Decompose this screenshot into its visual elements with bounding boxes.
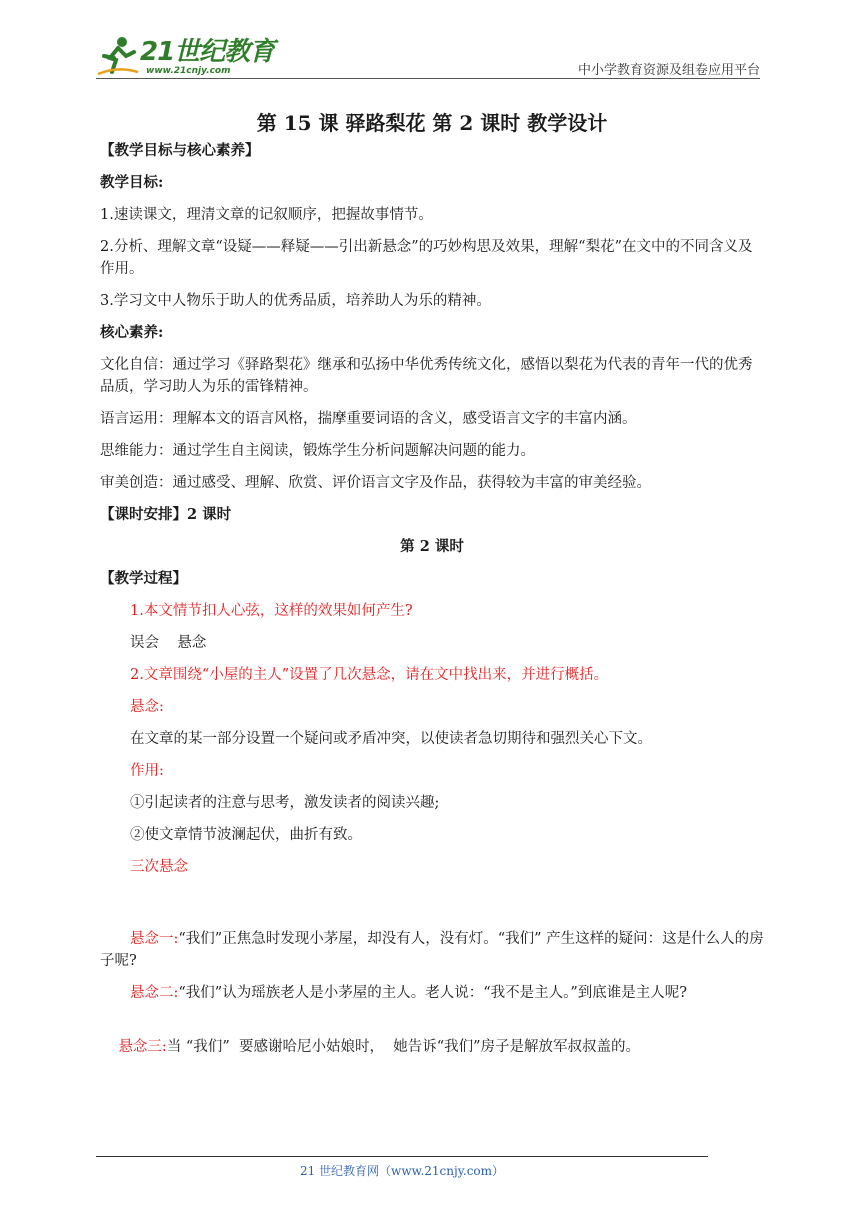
goal-item: 3.学习文中人物乐于助人的优秀品质，培养助人为乐的精神。 (100, 293, 491, 309)
footer-divider (96, 1156, 708, 1157)
site-logo (96, 36, 275, 78)
header-divider (96, 78, 760, 79)
platform-name: 中小学教育资源及组卷应用平台 (577, 63, 760, 78)
core-item: 审美创造：通过感受、理解、欣赏、评价语言文字及作品，获得较为丰富的审美经验。 (100, 475, 651, 491)
page-footer: 21 世纪教育网（www.21cnjy.com） (299, 1164, 505, 1178)
three-suspense-label: 三次悬念 (130, 859, 188, 875)
effect-item: ①引起读者的注意与思考，激发读者的阅读兴趣; (130, 795, 440, 811)
core-item: 文化自信：通过学习《驿路梨花》继承和弘扬中华优秀传统文化，感悟以梨花为代表的青年一代的优秀品质，学习助人为乐的雷锋精神。 (100, 357, 753, 395)
suspense-definition: 在文章的某一部分设置一个疑问或矛盾冲突，以使读者急切期待和强烈关心下文。 (130, 731, 652, 747)
schedule-line (100, 504, 764, 526)
suspense-item (100, 982, 764, 1004)
suspense-item-label: 悬念二: (130, 985, 179, 1001)
core-heading: 核心素养: (100, 324, 164, 341)
suspense-item-label: 悬念一: (130, 931, 179, 947)
logo-text: 21世纪教育 (140, 37, 275, 67)
document-body (100, 106, 764, 1090)
spacer (100, 888, 764, 928)
goal-item: 2.分析、理解文章“设疑——释疑——引出新悬念”的巧妙构思及效果，理解“梨花”在文中的不同含义及作用。 (100, 239, 753, 277)
effect-label: 作用: (130, 763, 164, 779)
suspense-item-text: “我们”认为瑶族老人是小茅屋的主人。老人说：“我不是主人。”到底谁是主人呢? (178, 985, 688, 1001)
page-title: 第 15 课 驿路梨花 第 2 课时 教学设计 (256, 111, 608, 135)
lesson-heading: 第 2 课时 (400, 538, 464, 555)
question-2: 2.文章围绕“小屋的主人”设置了几次悬念，请在文中找出来，并进行概括。 (130, 667, 609, 683)
answer-1: 误会 悬念 (130, 635, 207, 651)
schedule-text: 【课时安排】2 课时 (100, 506, 232, 523)
suspense-item-text: “我们”正焦急时发现小茅屋，却没有人，没有灯。“我们” 产生这样的疑问：这是什么人的房子呢? (100, 931, 764, 969)
logo-url: www.21cnjy.com (146, 66, 231, 76)
suspense-item-label: 悬念三: (118, 1039, 167, 1055)
suspense-item (100, 928, 764, 972)
goal-item: 1.速读课文，理清文章的记叙顺序，把握故事情节。 (100, 207, 433, 223)
section-goals-heading: 【教学目标与核心素养】 (100, 142, 260, 159)
core-item: 思维能力：通过学生自主阅读，锻炼学生分析问题解决问题的能力。 (100, 443, 535, 459)
goals-heading: 教学目标: (100, 174, 164, 191)
process-heading: 【教学过程】 (100, 570, 187, 587)
page-header (0, 0, 860, 80)
question-1: 1.本文情节扣人心弦，这样的效果如何产生? (130, 603, 413, 619)
core-item: 语言运用：理解本文的语言风格，揣摩重要词语的含义，感受语言文字的丰富内涵。 (100, 411, 637, 427)
suspense-item (100, 1014, 764, 1080)
suspense-label: 悬念: (130, 699, 164, 715)
suspense-item-text: 当 “我们” 要感谢哈尼小姑娘时， 她告诉“我们”房子是解放军叔叔盖的。 (166, 1039, 641, 1055)
runner-icon (96, 36, 140, 78)
effect-item: ②使文章情节波澜起伏，曲折有致。 (130, 827, 362, 843)
